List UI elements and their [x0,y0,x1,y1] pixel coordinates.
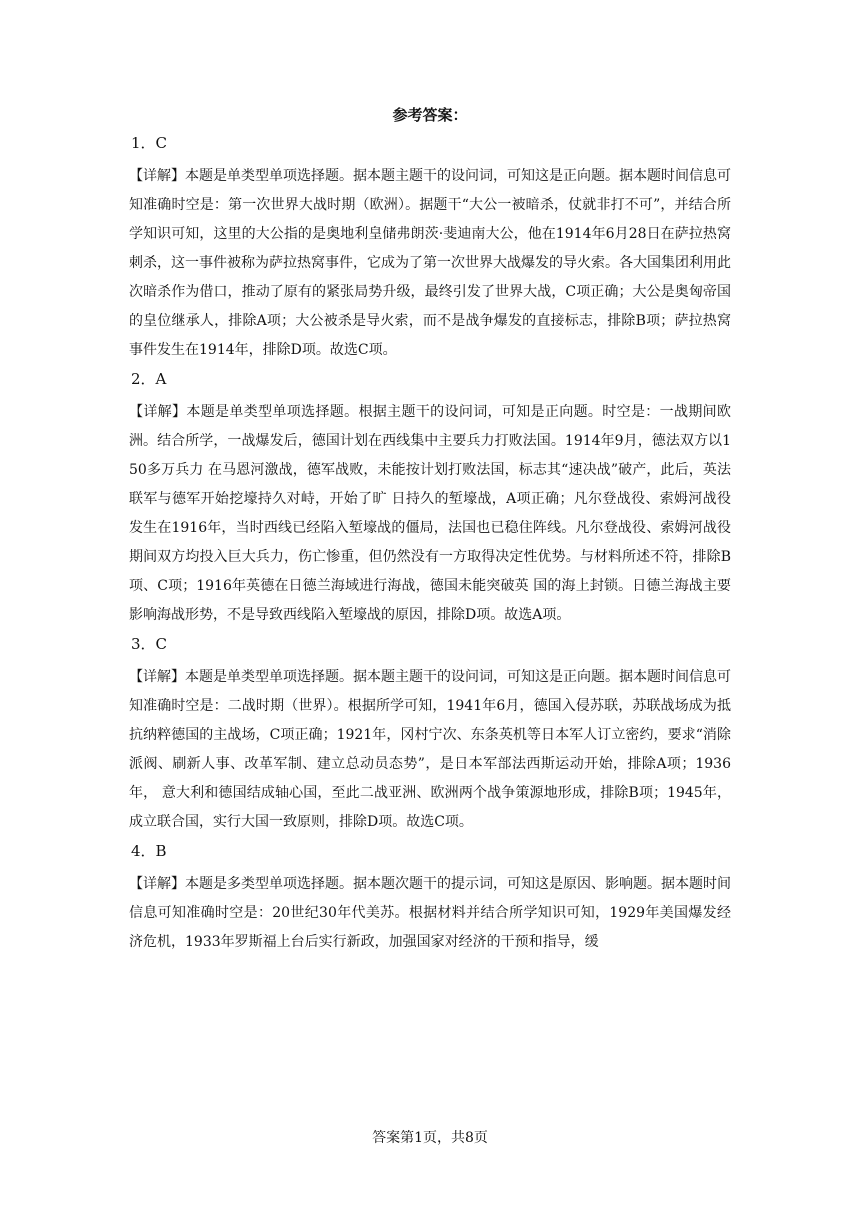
answer-number: 4．B [131,842,167,860]
page-title: 参考答案： [392,106,468,124]
answer-item-3 [129,633,731,837]
answer-detail: 【详解】本题是单类型单项选择题。根据主题干的设问词，可知是正向题。时空是：一战期间欧洲。结合所学，一战爆发后，德国计划在西线集中主要兵力打败法国。1914年9月，德法双方以150多万兵力 在马恩河激战，德军战败，未能按计划打败法国，标志其“速决战”破产，此后，英法联军与德军开始挖壕持久对峙，开始了旷 日持久的堑壕战，A项正确；凡尔登战役、索姆河战役发生在1916年，当时西线已经陷入堑壕战的僵局，法国也已稳住阵线。凡尔登战役、索姆河战役期间双方均投入巨大兵力，伤亡惨重，但仍然没有一方取得决定性优势。与材料所述不符，排除B项、C项；1916年英德在日德兰海域进行海战，德国未能突破英 国的海上封锁。日德兰海战主要影响海战形势，不是导致西线陷入堑壕战的原因，排除D项。故选A项。 [129,404,731,623]
answer-detail: 【详解】本题是多类型单项选择题。据本题次题干的提示词，可知这是原因、影响题。据本题时间信息可知准确时空是：20世纪30年代美苏。根据材料并结合所学知识可知，1929年美国爆发经济危机，1933年罗斯福上台后实行新政，加强国家对经济的干预和指导，缓 [129,876,731,950]
answer-number: 3．C [131,635,168,653]
page-footer: 答案第1页，共8页 [372,1130,488,1146]
answer-item-2 [129,368,731,630]
answer-detail: 【详解】本题是单类型单项选择题。据本题主题干的设问词，可知这是正向题。据本题时间信息可知准确时空是：第一次世界大战时期（欧洲）。据题干“大公一被暗杀，仗就非打不可”，并结合所学知识可知，这里的大公指的是奥地利皇储弗朗茨·斐迪南大公，他在1914年6月28日在萨拉热窝刺杀，这一事件被称为萨拉热窝事件，它成为了第一次世界大战爆发的导火索。各大国集团利用此次暗杀作为借口，推动了原有的紧张局势升级，最终引发了世界大战，C项正确；大公是奥匈帝国的皇位继承人，排除A项；大公被杀是导火索，而不是战争爆发的直接标志，排除B项；萨拉热窝事件发生在1914年，排除D项。故选C项。 [129,168,731,358]
answer-detail: 【详解】本题是单类型单项选择题。据本题主题干的设问词，可知这是正向题。据本题时间信息可知准确时空是：二战时期（世界）。根据所学可知，1941年6月，德国入侵苏联，苏联战场成为抵抗纳粹德国的主战场，C项正确；1921年，冈村宁次、东条英机等日本军人订立密约，要求“消除派阀、刷新人事、改革军制、建立总动员态势”，是日本军部法西斯运动开始，排除A项；1936年， 意大利和德国结成轴心国，至此二战亚洲、欧洲两个战争策源地形成，排除B项；1945年，成立联合国，实行大国一致原则，排除D项。故选C项。 [129,669,731,830]
answer-item-4 [129,840,731,957]
answer-item-1 [129,132,731,365]
answer-list [129,132,731,960]
answer-number: 2．A [131,370,167,388]
answer-number: 1．C [131,134,168,152]
